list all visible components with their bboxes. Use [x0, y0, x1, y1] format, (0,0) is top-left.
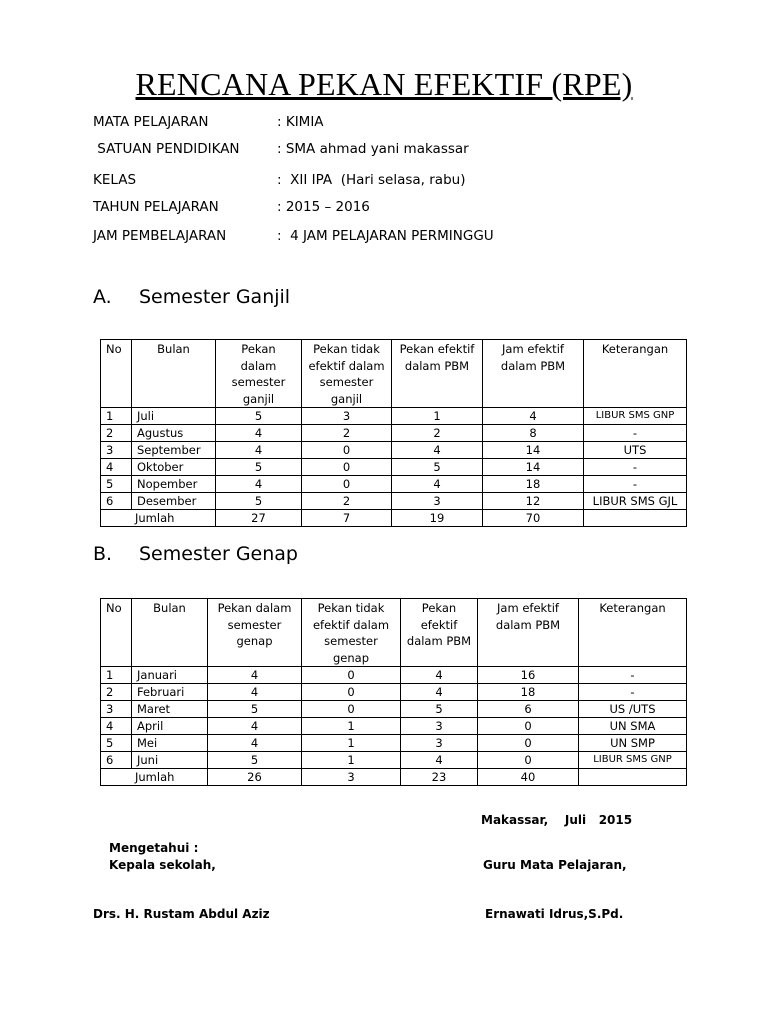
cell-pekan: 5 — [216, 408, 302, 425]
cell-jam: 0 — [478, 735, 579, 752]
cell-jam: 4 — [483, 408, 584, 425]
kepala-sekolah-name: Drs. H. Rustam Abdul Aziz — [93, 907, 270, 921]
cell-tidak-efektif: 0 — [302, 459, 392, 476]
cell-no: 2 — [101, 684, 132, 701]
cell-bulan: Agustus — [132, 425, 216, 442]
info-value: : XII IPA (Hari selasa, rabu) — [277, 172, 466, 188]
cell-efektif: 4 — [401, 684, 478, 701]
cell-efektif: 3 — [401, 718, 478, 735]
guru-name: Ernawati Idrus,S.Pd. — [485, 907, 624, 921]
info-label: KELAS — [93, 172, 137, 188]
cell-jam: 12 — [483, 493, 584, 510]
header-no: No — [101, 340, 132, 408]
cell-efektif: 4 — [401, 752, 478, 769]
header-jam-efektif: Jam efektif dalam PBM — [483, 340, 584, 408]
table-row — [101, 408, 687, 425]
cell-jam: 18 — [478, 684, 579, 701]
cell-jam: 8 — [483, 425, 584, 442]
kepala-sekolah-label: Kepala sekolah, — [109, 858, 216, 872]
header-pekan-tidak-efektif: Pekan tidak efektif dalam semester ganjil — [302, 340, 392, 408]
cell-no: 2 — [101, 425, 132, 442]
cell-pekan: 5 — [208, 752, 302, 769]
section-letter: B. — [93, 543, 113, 565]
table-row — [101, 735, 687, 752]
header-pekan-efektif: Pekan efektif dalam PBM — [401, 599, 478, 667]
header-bulan: Bulan — [132, 599, 208, 667]
cell-pekan: 5 — [208, 701, 302, 718]
cell-efektif: 3 — [401, 735, 478, 752]
info-label: SATUAN PENDIDIKAN — [93, 141, 240, 157]
place-date: Makassar, Juli 2015 — [481, 813, 633, 827]
section-title: Semester Ganjil — [139, 286, 291, 308]
cell-pekan: 4 — [208, 735, 302, 752]
cell-total-keterangan — [579, 769, 687, 786]
cell-no: 6 — [101, 493, 132, 510]
info-label: MATA PELAJARAN — [93, 114, 209, 130]
cell-bulan: Mei — [132, 735, 208, 752]
cell-no: 3 — [101, 701, 132, 718]
cell-bulan: April — [132, 718, 208, 735]
cell-pekan: 5 — [216, 493, 302, 510]
cell-pekan: 4 — [208, 684, 302, 701]
cell-tidak-efektif: 1 — [302, 752, 401, 769]
cell-keterangan: LIBUR SMS GNP — [584, 408, 687, 425]
table-semester-ganjil — [100, 339, 687, 527]
cell-keterangan: - — [584, 425, 687, 442]
cell-jam: 14 — [483, 442, 584, 459]
cell-keterangan: UN SMA — [579, 718, 687, 735]
cell-keterangan: LIBUR SMS GNP — [579, 752, 687, 769]
cell-bulan: Desember — [132, 493, 216, 510]
cell-no: 4 — [101, 459, 132, 476]
cell-total-keterangan — [584, 510, 687, 527]
cell-keterangan: - — [584, 476, 687, 493]
cell-no: 1 — [101, 408, 132, 425]
cell-keterangan: UTS — [584, 442, 687, 459]
cell-jam: 18 — [483, 476, 584, 493]
header-pekan-dalam-semester: Pekan dalam semester ganjil — [216, 340, 302, 408]
cell-tidak-efektif: 0 — [302, 476, 392, 493]
cell-jam: 6 — [478, 701, 579, 718]
cell-pekan: 4 — [216, 442, 302, 459]
cell-no: 6 — [101, 752, 132, 769]
cell-bulan: Oktober — [132, 459, 216, 476]
cell-bulan: Juli — [132, 408, 216, 425]
cell-total-efektif: 23 — [401, 769, 478, 786]
cell-bulan: September — [132, 442, 216, 459]
section-letter: A. — [93, 286, 112, 308]
cell-keterangan: - — [579, 684, 687, 701]
cell-keterangan: LIBUR SMS GJL — [584, 493, 687, 510]
cell-total-jam: 40 — [478, 769, 579, 786]
table-row — [101, 718, 687, 735]
header-pekan-dalam-semester: Pekan dalam semester genap — [208, 599, 302, 667]
info-value: : SMA ahmad yani makassar — [277, 141, 469, 157]
cell-total-jam: 70 — [483, 510, 584, 527]
header-keterangan: Keterangan — [579, 599, 687, 667]
cell-total-tidak-efektif: 3 — [302, 769, 401, 786]
cell-total-efektif: 19 — [392, 510, 483, 527]
cell-keterangan: - — [584, 459, 687, 476]
cell-jam: 16 — [478, 667, 579, 684]
cell-jam: 14 — [483, 459, 584, 476]
cell-pekan: 5 — [216, 459, 302, 476]
cell-total-pekan: 27 — [216, 510, 302, 527]
cell-jumlah-label: Jumlah — [101, 510, 216, 527]
cell-keterangan: - — [579, 667, 687, 684]
cell-efektif: 5 — [401, 701, 478, 718]
cell-keterangan: US /UTS — [579, 701, 687, 718]
header-keterangan: Keterangan — [584, 340, 687, 408]
cell-jumlah-label: Jumlah — [101, 769, 208, 786]
cell-pekan: 4 — [216, 425, 302, 442]
cell-bulan: Nopember — [132, 476, 216, 493]
cell-no: 1 — [101, 667, 132, 684]
cell-efektif: 3 — [392, 493, 483, 510]
cell-keterangan: UN SMP — [579, 735, 687, 752]
table-row — [101, 701, 687, 718]
table-semester-genap — [100, 598, 687, 786]
cell-tidak-efektif: 2 — [302, 425, 392, 442]
cell-tidak-efektif: 0 — [302, 684, 401, 701]
table-row — [101, 476, 687, 493]
cell-tidak-efektif: 1 — [302, 718, 401, 735]
cell-tidak-efektif: 0 — [302, 442, 392, 459]
table-total-row — [101, 769, 687, 786]
guru-mata-pelajaran-label: Guru Mata Pelajaran, — [483, 858, 627, 872]
cell-no: 4 — [101, 718, 132, 735]
table-header-row — [101, 599, 687, 667]
table-row — [101, 459, 687, 476]
table-row — [101, 684, 687, 701]
header-jam-efektif: Jam efektif dalam PBM — [478, 599, 579, 667]
cell-tidak-efektif: 3 — [302, 408, 392, 425]
table-total-row — [101, 510, 687, 527]
cell-tidak-efektif: 2 — [302, 493, 392, 510]
header-pekan-efektif: Pekan efektif dalam PBM — [392, 340, 483, 408]
cell-no: 3 — [101, 442, 132, 459]
cell-pekan: 4 — [216, 476, 302, 493]
cell-bulan: Februari — [132, 684, 208, 701]
header-no: No — [101, 599, 132, 667]
cell-bulan: Maret — [132, 701, 208, 718]
table-row — [101, 752, 687, 769]
table-row — [101, 442, 687, 459]
cell-bulan: Juni — [132, 752, 208, 769]
info-value: : 2015 – 2016 — [277, 199, 370, 215]
cell-tidak-efektif: 0 — [302, 667, 401, 684]
cell-efektif: 4 — [392, 442, 483, 459]
header-pekan-tidak-efektif: Pekan tidak efektif dalam semester genap — [302, 599, 401, 667]
cell-efektif: 4 — [392, 476, 483, 493]
cell-tidak-efektif: 0 — [302, 701, 401, 718]
table-header-row — [101, 340, 687, 408]
table-row — [101, 493, 687, 510]
cell-efektif: 2 — [392, 425, 483, 442]
cell-efektif: 5 — [392, 459, 483, 476]
cell-no: 5 — [101, 476, 132, 493]
cell-pekan: 4 — [208, 718, 302, 735]
cell-jam: 0 — [478, 752, 579, 769]
table-row — [101, 667, 687, 684]
cell-total-pekan: 26 — [208, 769, 302, 786]
table-row — [101, 425, 687, 442]
cell-efektif: 1 — [392, 408, 483, 425]
cell-tidak-efektif: 1 — [302, 735, 401, 752]
cell-total-tidak-efektif: 7 — [302, 510, 392, 527]
section-title: Semester Genap — [139, 543, 298, 565]
cell-jam: 0 — [478, 718, 579, 735]
page-title: RENCANA PEKAN EFEKTIF (RPE) — [135, 66, 633, 102]
cell-no: 5 — [101, 735, 132, 752]
info-value: : KIMIA — [277, 114, 324, 130]
cell-bulan: Januari — [132, 667, 208, 684]
info-label: TAHUN PELAJARAN — [93, 199, 219, 215]
info-label: JAM PEMBELAJARAN — [93, 228, 227, 244]
cell-efektif: 4 — [401, 667, 478, 684]
mengetahui-label: Mengetahui : — [109, 841, 199, 855]
cell-pekan: 4 — [208, 667, 302, 684]
header-bulan: Bulan — [132, 340, 216, 408]
info-value: : 4 JAM PELAJARAN PERMINGGU — [277, 228, 494, 244]
